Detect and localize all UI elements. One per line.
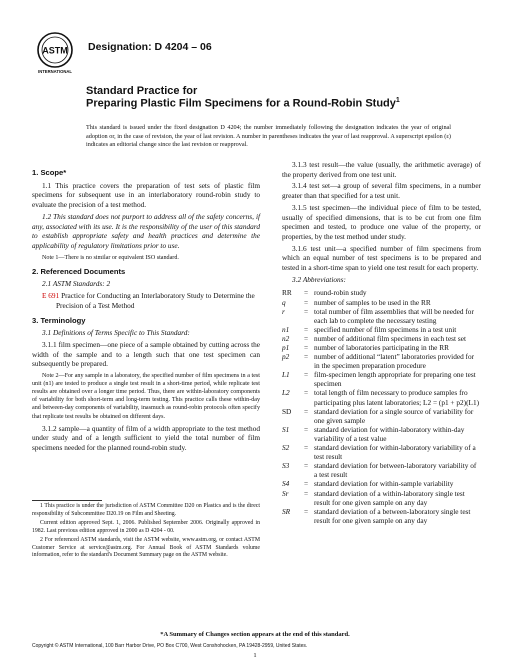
abbreviation-definition: standard deviation for within-sample variability	[314, 479, 454, 489]
abbreviation-equals: =	[304, 479, 309, 489]
abbreviation-definition: standard deviation for within-laboratory within-day variability of a test value	[314, 424, 465, 443]
abbreviation-definition: number of additional film specimens in each test set	[314, 333, 466, 343]
abbreviation-symbol: r	[282, 306, 285, 316]
abbreviation-equals: =	[304, 288, 309, 298]
abbreviation-symbol: S2	[282, 443, 290, 453]
reference-e691: E 691 Practice for Conducting an Interlaboratory Study to Determine the Precision of a Test Method	[42, 291, 255, 310]
svg-text:INTERNATIONAL: INTERNATIONAL	[38, 69, 72, 74]
abbreviation-equals: =	[304, 343, 309, 352]
copyright: Copyright © ASTM International, 100 Barr Harbor Drive, PO Box C700, West Conshohocken, PA 19428-2959, United States.	[32, 643, 308, 649]
abbreviation-definition: standard deviation for within-laboratory variability of a test result	[314, 443, 476, 462]
section-2-heading: 2. Referenced Documents	[32, 266, 126, 276]
footnote-2: 2 For referenced ASTM standards, visit the ASTM website, www.astm.org, or contact ASTM Customer Service at service@astm.org. For Annual Book of ASTM Standards volume information, refer to the standard's Document Summary page on the ASTM website.	[32, 537, 260, 558]
summary-of-changes-note: *A Summary of Changes section appears at the end of this standard.	[160, 631, 350, 638]
footnotes	[32, 503, 260, 562]
abbreviation-symbol: n2	[282, 333, 290, 343]
designation: Designation: D 4204 – 06	[88, 41, 212, 53]
para-3-1-5: 3.1.5 test specimen—the individual piece of film to be tested, usually of specified dimensions, that is to be cut from one film specimen and tested, to produce one value of the property, or properties, by the test method under study.	[282, 202, 481, 241]
abbreviation-symbol: S4	[282, 479, 290, 489]
abbreviation-symbol: n1	[282, 324, 290, 334]
title-footnote-mark: 1	[395, 97, 400, 104]
abbreviation-equals: =	[304, 406, 309, 416]
para-3-1-3: 3.1.3 test result—the value (usually, the arithmetic average) of the property derived from one test unit.	[282, 160, 481, 179]
left-column	[32, 163, 260, 455]
abbreviation-definition: total length of film necessary to produce samples fro participating plus latent laboratories; L2 = (p1 + p2)(L1)	[314, 388, 480, 407]
abbreviation-symbol: Sr	[282, 488, 289, 498]
para-1-1: 1.1 This practice covers the preparation of test sets of plastic film specimens for subsequent use in an interlaboratory round-robin study to evaluate the precision of a test method.	[32, 180, 260, 210]
abbreviation-equals: =	[304, 370, 309, 380]
page-number: 1	[253, 652, 257, 659]
abbreviation-definition: standard deviation of a within-laboratory single test result for one given sample on any day	[314, 488, 465, 507]
section-3-heading: 3. Terminology	[32, 315, 86, 325]
section-1-heading: 1. Scope*	[32, 168, 67, 177]
abbreviation-symbol: SD	[282, 406, 292, 416]
footnote-1: 1 This practice is under the jurisdiction of ASTM Committee D20 on Plastics and is the direct responsibility of Subcommittee D20.19 on Film and Sheeting.	[32, 503, 260, 517]
abbreviation-definition: total number of film assemblies that will be needed for each lab to complete the necessary testing	[314, 306, 474, 325]
abbreviation-equals: =	[304, 443, 309, 453]
astm-logo	[32, 30, 78, 76]
abbreviation-definition: number of additional “latent” laboratories provided for in the specimen preparation procedure	[314, 352, 475, 371]
note-1: Note 1—There is no similar or equivalent ISO standard.	[42, 254, 179, 261]
e691-link[interactable]: E 691	[42, 291, 60, 301]
abbreviation-symbol: L1	[282, 370, 290, 380]
abbreviation-definition: round-robin study	[314, 288, 367, 298]
abbreviation-symbol: SR	[282, 506, 291, 516]
abbreviation-equals: =	[304, 297, 309, 307]
abbreviation-equals: =	[304, 488, 309, 498]
abbreviation-equals: =	[304, 352, 309, 362]
footnote-1-edition: Current edition approved Sept. 1, 2006. Published September 2006. Originally approved in 1982. Last previous edition approved in 2000 as D 4204 - 00.	[32, 520, 260, 534]
abbreviations-list	[282, 288, 481, 524]
svg-text:ASTM: ASTM	[42, 45, 68, 56]
para-3-1-4: 3.1.4 test set—a group of several film specimens, in a number greater than that specified for a test unit.	[282, 181, 481, 201]
right-column	[282, 160, 481, 525]
para-2-1: 2.1 ASTM Standards: 2	[42, 279, 111, 289]
abbreviation-equals: =	[304, 333, 309, 343]
abbreviation-equals: =	[304, 506, 309, 516]
title-line-2: Preparing Plastic Film Specimens for a Round-Robin Study$^1$	[86, 97, 400, 110]
abbreviation-definition: standard deviation for between-laboratory variability of a test result	[314, 461, 477, 480]
para-3-1-1: 3.1.1 film specimen—one piece of a sample obtained by cutting across the width of the sample and to a length such that one test specimen can subsequently be prepared.	[32, 339, 260, 369]
abbreviation-symbol: S1	[282, 424, 290, 434]
footnote-rule	[32, 500, 102, 501]
abbreviation-definition: number of samples to be used in the RR	[314, 297, 431, 307]
abbreviation-equals: =	[304, 324, 309, 334]
abbreviation-symbol: RR	[282, 288, 292, 298]
abbreviation-symbol: S3	[282, 461, 290, 471]
title-line-1: Standard Practice for	[86, 85, 198, 97]
abbreviation-equals: =	[304, 424, 309, 434]
abbreviation-symbol: p2	[282, 352, 290, 362]
abbreviation-symbol: p1	[282, 343, 290, 352]
preface-note: This standard is issued under the fixed designation D 4204; the number immediately following the designation indicates the year of original adoption or, in the case of revision, the year of last revision. A number in parentheses indicates the year of last reapproval. A superscript epsilon (ε) indicates an editorial change since the last revision or reapproval.	[86, 124, 451, 149]
para-3-2: 3.2 Abbreviations:	[292, 274, 346, 284]
abbreviation-definition: standard deviation of a between-laboratory single test result for one given sample on any day	[314, 506, 471, 525]
abbreviation-symbol: q	[282, 297, 286, 307]
abbreviation-definition: number of laboratories participating in the RR	[314, 343, 449, 352]
abbreviation-definition: specified number of film specimens in a test unit	[314, 324, 457, 334]
para-3-1: 3.1 Definitions of Terms Specific to This Standard:	[42, 328, 190, 338]
abbreviation-symbol: L2	[282, 388, 290, 398]
note-2: Note 2—For any sample in a laboratory, the specified number of film specimens in a test unit (n1) are tested to produce a single test result in a short-time period, while replicate test results are obtained over a longer time period. Thus, there are within-laboratory components of variability for both short-term and long-term testing. This practice calls these within-day and between-day components of variability, inasmuch as round-robin protocols often specify that replicate test results be obtained on different days.	[32, 373, 260, 420]
para-1-2: 1.2 This standard does not purport to address all of the safety concerns, if any, associated with its use. It is the responsibility of the user of this standard to establish appropriate safety and health practices and determine the applicability of regulatory limitations prior to use.	[32, 211, 260, 250]
abbreviation-definition: standard deviation for a single source of variability for one given sample	[314, 406, 474, 425]
para-3-1-6: 3.1.6 test unit—a specified number of film specimens from which an equal number of test specimens is to be prepared and tested in a short-time span to yield one test result for each property.	[282, 243, 481, 273]
abbreviation-definition: film-specimen length appropriate for preparing one test specimen	[314, 370, 476, 389]
abbreviation-equals: =	[304, 306, 309, 316]
para-3-1-2: 3.1.2 sample—a quantity of film of a width appropriate to the test method under study and of a length sufficient to yield the total number of film specimens needed for the planned round-robin study.	[32, 423, 260, 453]
abbreviation-equals: =	[304, 388, 309, 398]
abbreviation-equals: =	[304, 461, 309, 471]
